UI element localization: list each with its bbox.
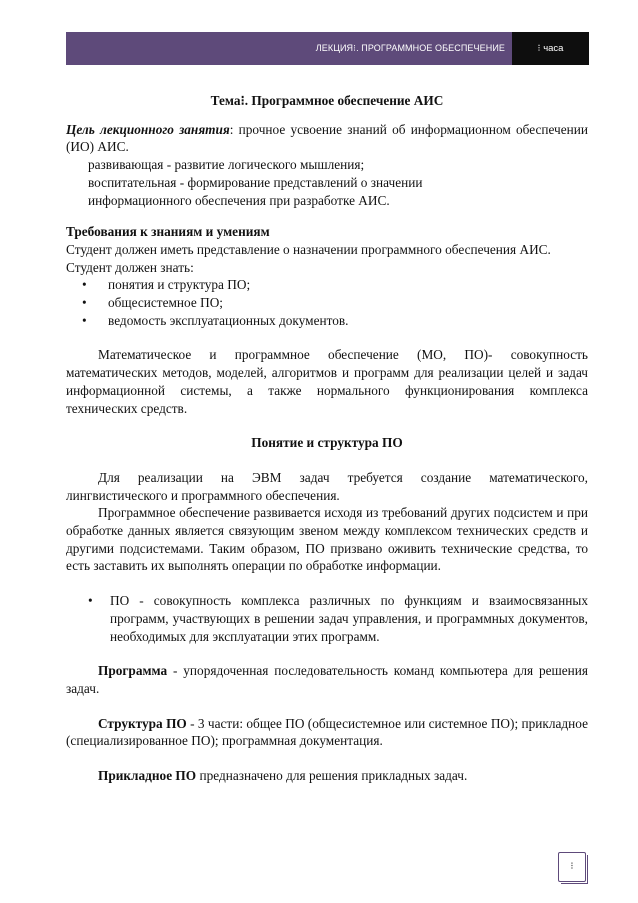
page-title: Тема⁝. Программное обеспечение АИС: [210, 93, 444, 108]
educational-goal-line2: информационного обеспечения при разработке АИС.: [88, 192, 390, 208]
definition-paragraph: Математическое и программное обеспечение (МО, ПО)- совокупность математических методов, моделей, алгоритмов и программ для реализации целей и задач информационной системы, а также нормального функционирования комплекса технических средств.: [66, 347, 588, 416]
header-title: ЛЕКЦИЯ⁝. ПРОГРАММНОЕ ОБЕСПЕЧЕНИЕ: [315, 43, 505, 53]
paragraph-2: Программное обеспечение развивается исходя из требований других подсистем и при обработке данных является связующим звеном между комплексом технических средств и другими подсистемами. Таким образом, ПО призвано оживить технические средства, то есть заставить их выполнять операции по обработке информации.: [66, 505, 588, 574]
goal-text: : прочное усвоение знаний об информационном обеспечении (ИО) АИС.: [66, 121, 588, 155]
page-number: ⁝: [558, 852, 586, 882]
header-hours: ⁝ часа: [512, 32, 589, 65]
must-know-label: Студент должен знать:: [66, 259, 194, 275]
program-term: Программа: [98, 663, 168, 679]
educational-goal-line1: воспитательная - формирование представлений о значении: [88, 174, 423, 190]
list-item: • ведомость эксплуатационных документов.: [82, 312, 588, 330]
developing-goal: развивающая - развитие логического мышления;: [88, 157, 365, 173]
section-heading: Понятие и структура ПО: [251, 435, 403, 451]
goal-paragraph: [66, 121, 588, 156]
list-item: • понятия и структура ПО;: [82, 276, 588, 294]
applied-paragraph: [66, 767, 588, 785]
structure-paragraph: [66, 715, 588, 750]
applied-term: Прикладное ПО: [98, 768, 197, 784]
requirements-text: Студент должен иметь представление о назначении программного обеспечения АИС.: [66, 241, 551, 257]
requirements-heading: Требования к знаниям и умениям: [66, 224, 270, 240]
structure-definition: - 3 части: общее ПО (общесистемное или системное ПО); прикладное (специализированное ПО); программная документация.: [66, 715, 588, 749]
list-item: • общесистемное ПО;: [82, 294, 588, 312]
goal-label: Цель лекционного занятия: [66, 121, 230, 137]
must-know-list: [66, 276, 588, 329]
po-definition-list: [66, 592, 588, 645]
header-bar: [66, 32, 589, 65]
document-body: [66, 92, 588, 785]
list-item: • ПО - совокупность комплекса различных по функциям и взаимосвязанных программ, участвующих в решении задач управления, и программных документов, необходимых для эксплуатации этих программ.: [88, 592, 588, 645]
applied-definition: предназначено для решения прикладных задач.: [196, 768, 468, 784]
structure-term: Структура ПО: [98, 715, 187, 731]
program-definition: - упорядоченная последовательность команд компьютера для решения задач.: [66, 663, 588, 696]
paragraph-1: Для реализации на ЭВМ задач требуется создание математического, лингвистического и программного обеспечения.: [66, 469, 588, 503]
program-paragraph: [66, 662, 588, 697]
